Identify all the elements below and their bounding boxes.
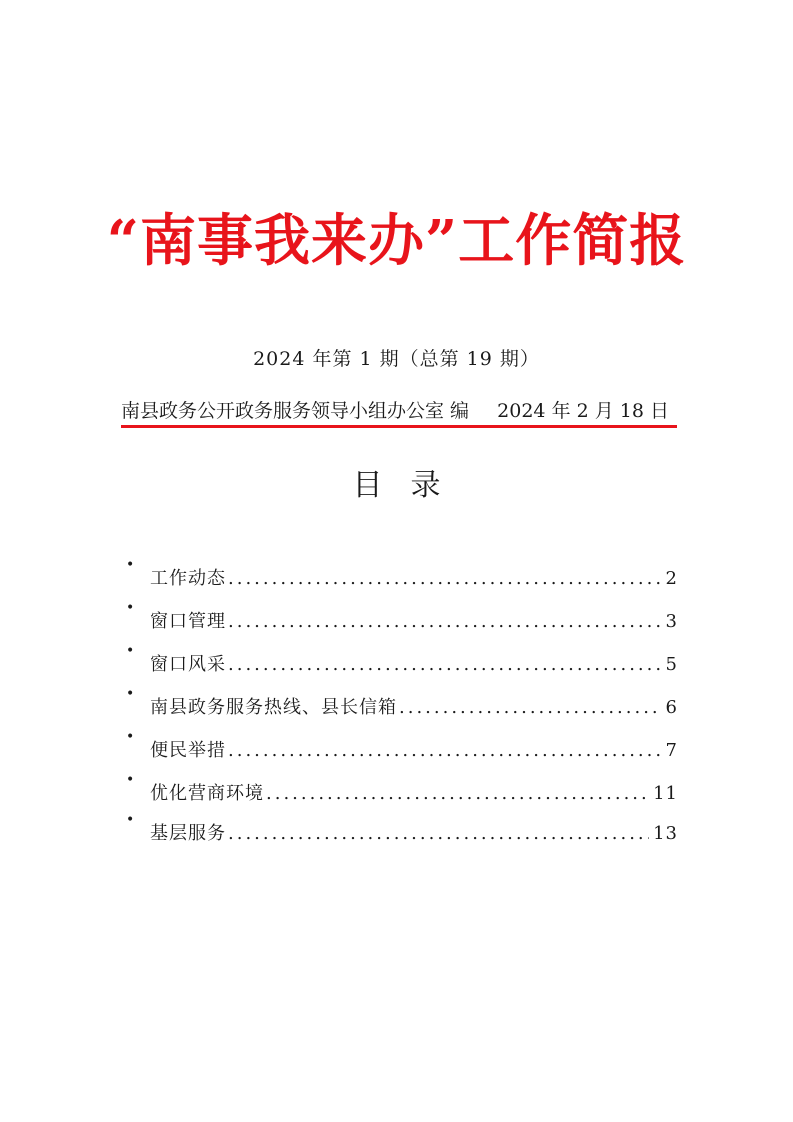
toc-item[interactable] (126, 557, 678, 603)
toc-item-page: 6 (665, 697, 678, 718)
publish-date: 2024 年 2 月 18 日 (497, 400, 669, 422)
toc-item-page: 7 (665, 740, 678, 761)
toc-item-page: 13 (653, 823, 678, 844)
dot-leader (228, 603, 662, 637)
bullet-icon: • (126, 772, 135, 788)
toc-item[interactable] (126, 812, 678, 855)
dot-leader (266, 775, 649, 809)
editor-name: 南县政务公开政务服务领导小组办公室 编 (121, 400, 470, 422)
toc-item-page: 3 (665, 611, 678, 632)
toc-item-page: 5 (665, 654, 678, 675)
toc-item-page: 11 (653, 783, 678, 804)
table-of-contents (126, 557, 678, 855)
toc-item-title: 便民举措 (150, 740, 226, 761)
red-divider-rule (121, 425, 677, 428)
dot-leader (399, 689, 662, 723)
toc-item-title: 工作动态 (150, 568, 226, 589)
toc-item-title: 基层服务 (150, 823, 226, 844)
toc-item[interactable] (126, 643, 678, 689)
bullet-icon: • (126, 600, 135, 616)
bullet-icon: • (126, 643, 135, 659)
toc-heading: 目录 (352, 468, 469, 503)
toc-item[interactable] (126, 686, 678, 732)
issue-number: 2024 年第 1 期（总第 19 期） (253, 348, 540, 370)
toc-item-title: 窗口管理 (150, 611, 226, 632)
dot-leader (228, 732, 662, 766)
bullet-icon: • (126, 812, 135, 828)
toc-item-title: 优化营商环境 (150, 783, 264, 804)
bullet-icon: • (126, 557, 135, 573)
toc-item-title: 窗口风采 (150, 654, 226, 675)
masthead-title: “南事我来办”工作简报 (106, 208, 687, 274)
toc-item[interactable] (126, 600, 678, 646)
dot-leader (228, 646, 662, 680)
bullet-icon: • (126, 686, 135, 702)
bullet-icon: • (126, 729, 135, 745)
toc-item-title: 南县政务服务热线、县长信箱 (150, 697, 397, 718)
toc-item[interactable] (126, 772, 678, 815)
toc-item-page: 2 (665, 568, 678, 589)
toc-item[interactable] (126, 729, 678, 775)
dot-leader (228, 560, 662, 594)
dot-leader (228, 815, 649, 849)
